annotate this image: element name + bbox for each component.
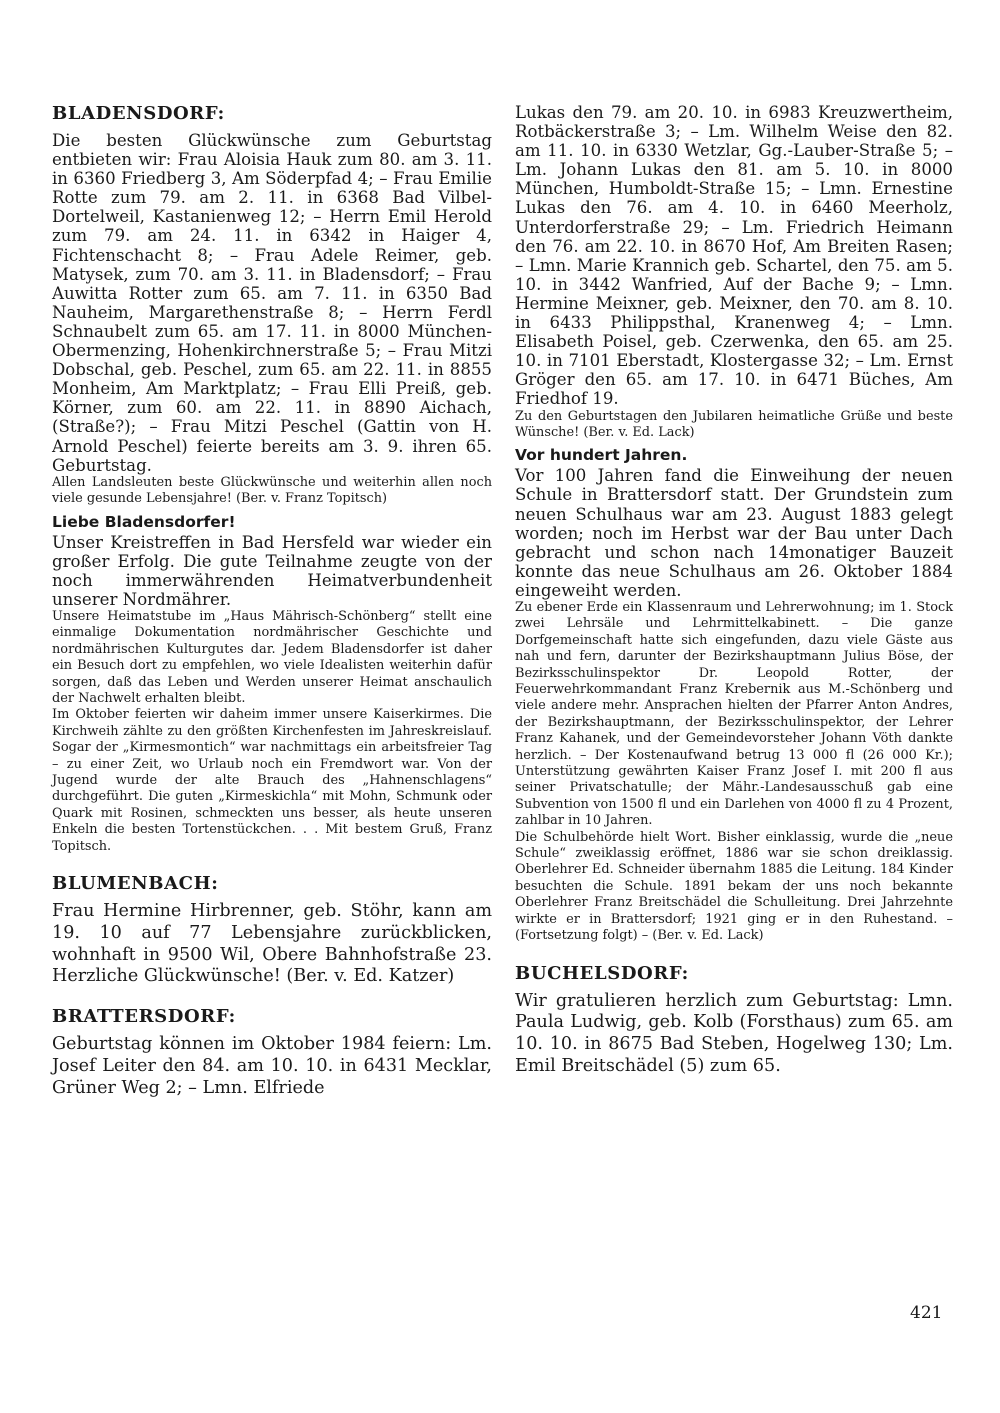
einweihung-paragraph: Vor 100 Jahren fand die Einweihung der neuen Schule in Brattersdorf statt. Der Grundstein zum neuen Schulhaus war am 23. August 1883 gelegt worden; noch im Herbst war der Bau unter Dach gebracht und schon nach 14monatiger Bauzeit konnte das neue Schulhaus am 26. Oktober 1884 eingeweiht werden. bbox=[515, 466, 953, 600]
liebe-bladensdorfer-heading: Liebe Bladensdorfer! bbox=[52, 512, 236, 531]
brattersdorf-paragraph: Geburtstag können im Oktober 1984 feiern: Lm. Josef Leiter den 84. am 10. 10. in 6431 Mecklar, Grüner Weg 2; – Lmn. Elfriede bbox=[52, 1034, 492, 1098]
kreistreffen-paragraph: Unser Kreistreffen in Bad Hersfeld war wieder ein großer Erfolg. Die gute Teilnahme zeugte von der noch immerwährenden Heimatverbundenheit unserer Nordmährer. bbox=[52, 532, 492, 609]
bladensdorf-birthdays: Die besten Glückwünsche zum Geburtstag entbieten wir: Frau Aloisia Hauk zum 80. am 3. 11. in 6360 Friedberg 3, Am Söderpfad 4; – Frau Emilie Rotte zum 79. am 2. 11. in 6368 Bad Vilbel-Dortelweil, Kastanienweg 12; – Herrn Emil Herold zum 79. am 24. 11. in 6342 in Haiger 4, Fichtenschacht 8; – Frau Adele Reimer, geb. Matysek, zum 70. am 3. 11. in Bladensdorf; – Frau Auwitta Rotter zum 65. am 7. 11. in 6350 Bad Nauheim, Margarethenstraße 8; – Herrn Ferdl Schnaubelt zum 65. am 17. 11. in 8000 München-Obermenzing, Hohenkirchnerstraße 5; – Frau Mitzi Dobschal, geb. Peschel, zum 65. am 22. 11. in 8855 Monheim, Am Marktplatz; – Frau Elli Preiß, geb. Körner, zum 60. am 22. 11. in 8890 Aichach, (Straße?); – Frau Mitzi Peschel (Gattin von H. Arnold Peschel) feierte bereits am 3. 9. ihren 65. Geburtstag. bbox=[52, 131, 492, 475]
blumenbach-paragraph: Frau Hermine Hirbrenner, geb. Stöhr, kann am 19. 10 auf 77 Lebensjahre zurückblicken, wohnhaft in 9500 Wil, Obere Bahnhofstraße 23. Herzliche Glückwünsche! (Ber. v. Ed. Katzer) bbox=[52, 900, 492, 987]
kaiserkirmes-paragraph: Im Oktober feierten wir daheim immer unsere Kaiserkirmes. Die Kirchweih zählte zu den größten Kirchenfesten im Jahreskreislauf. Sogar der „Kirmesmontich“ war nachmittags ein arbeitsfreier Tag – zu einer Zeit, wo Urlaub noch ein Fremdwort war. Von der Jugend wurde der alte Brauch des „Hahnenschlagens“ durchgeführt. Die guten „Kirmeskichla“ mit Mohn, Schmunk oder Quark mit Rosinen, schmeckten uns besser, als heute unseren Enkeln die besten Tortenstückchen. . . Mit bestem Gruß, Franz Topitsch. bbox=[52, 707, 492, 854]
bladensdorf-wishes: Allen Landsleuten beste Glückwünsche und weiterhin allen noch viele gesunde Lebensjahre! (Ber. v. Franz Topitsch) bbox=[52, 474, 492, 507]
schulbehoerde-paragraph: Die Schulbehörde hielt Wort. Bisher einklassig, wurde die „neue Schule“ zweiklassig eröffnet, 1886 war sie schon dreiklassig. Oberlehrer Ed. Schneider übernahm 1885 die Leitung. 184 Kinder besuchten die Schule. 1891 bekam der uns noch bekannte Oberlehrer Franz Breitschädel die Schulleitung. Drei Jahrzehnte wirkte er in Brattersdorf; 1921 ging er in den Ruhestand. – (Fortsetzung folgt) – (Ber. v. Ed. Lack) bbox=[515, 829, 953, 944]
blumenbach-heading: BLUMENBACH: bbox=[52, 872, 219, 894]
schulhaus-details-paragraph: Zu ebener Erde ein Klassenraum und Lehrerwohnung; im 1. Stock zwei Lehrsäle und Lehrmittelkabinett. – Die ganze Dorfgemeinschaft hatte sich eingefunden, dazu viele Gäste aus nah und fern, darunter der Bezirkshauptmann Julius Böse, der Bezirksschulinspektor Dr. Leopold Rotter, der Feuerwehrkommandant Franz Krebernik aus M.-Schönberg und viele andere mehr. Ansprachen hielten der Pfarrer Anton Andres, der Bezirkshauptmann, der Bezirksschulinspektor, der Lehrer Franz Kahanek, und der Gemeindevorsteher Johann Vöth dankte herzlich. – Der Kostenaufwand betrug 13 000 fl (26 000 Kr.); Unterstützung gewährten Kaiser Franz Josef I. mit 200 fl aus seiner Privatschatulle; der Mähr.-Landesausschuß gab eine Subvention von 1500 fl und ein Darlehen von 4000 fl zu 4 Prozent, zahlbar in 10 Jahren. bbox=[515, 599, 953, 829]
brattersdorf-continued: Lukas den 79. am 20. 10. in 6983 Kreuzwertheim, Rotbäckerstraße 3; – Lm. Wilhelm Weise den 82. am 11. 10. in 6330 Wetzlar, Gg.-Lauber-Straße 5; – Lm. Johann Lukas den 81. am 5. 10. in 8000 München, Humboldt-Straße 15; – Lmn. Ernestine Lukas den 76. am 4. 10. in 6460 Meerholz, Unterdorferstraße 29; – Lm. Friedrich Heimann den 76. am 22. 10. in 8670 Hof, Am Breiten Rasen; – Lmn. Marie Krannich geb. Schartel, den 75. am 5. 10. in 3442 Wanfried, Auf der Bache 9; – Lmn. Hermine Meixner, geb. Meixner, den 70. am 8. 10. in 6433 Philippsthal, Kranenweg 4; – Lmn. Elisabeth Poisel, geb. Czerwenka, den 65. am 25. 10. in 7101 Eberstadt, Klostergasse 32; – Lm. Ernst Gröger den 65. am 17. 10. in 6471 Büches, Am Friedhof 19. bbox=[515, 103, 953, 409]
bladensdorf-heading: BLADENSDORF: bbox=[52, 103, 225, 124]
left-column bbox=[52, 103, 492, 1100]
vor-hundert-jahren-heading: Vor hundert Jahren. bbox=[515, 446, 688, 465]
right-column bbox=[515, 103, 953, 1078]
page-number: 421 bbox=[910, 1303, 943, 1323]
heimatstube-paragraph: Unsere Heimatstube im „Haus Mährisch-Schönberg“ stellt eine einmalige Dokumentation nordmährischer Geschichte und nordmährischen Kulturgutes dar. Jedem Bladensdorfer ist daher ein Besuch dort zu empfehlen, wo viele Idealisten weiterhin dafür sorgen, daß das Leben und Werden unserer Heimat anschaulich der Nachwelt erhalten bleibt. bbox=[52, 608, 492, 706]
buchelsdorf-paragraph: Wir gratulieren herzlich zum Geburtstag: Lmn. Paula Ludwig, geb. Kolb (Forsthaus) zum 65. am 10. 10. in 8675 Bad Steben, Hogelweg 130; Lm. Emil Breitschädel (5) zum 65. bbox=[515, 990, 953, 1076]
brattersdorf-wishes: Zu den Geburtstagen den Jubilaren heimatliche Grüße und beste Wünsche! (Ber. v. Ed. Lack) bbox=[515, 408, 953, 440]
brattersdorf-heading: BRATTERSDORF: bbox=[52, 1006, 236, 1028]
buchelsdorf-heading: BUCHELSDORF: bbox=[515, 962, 689, 984]
